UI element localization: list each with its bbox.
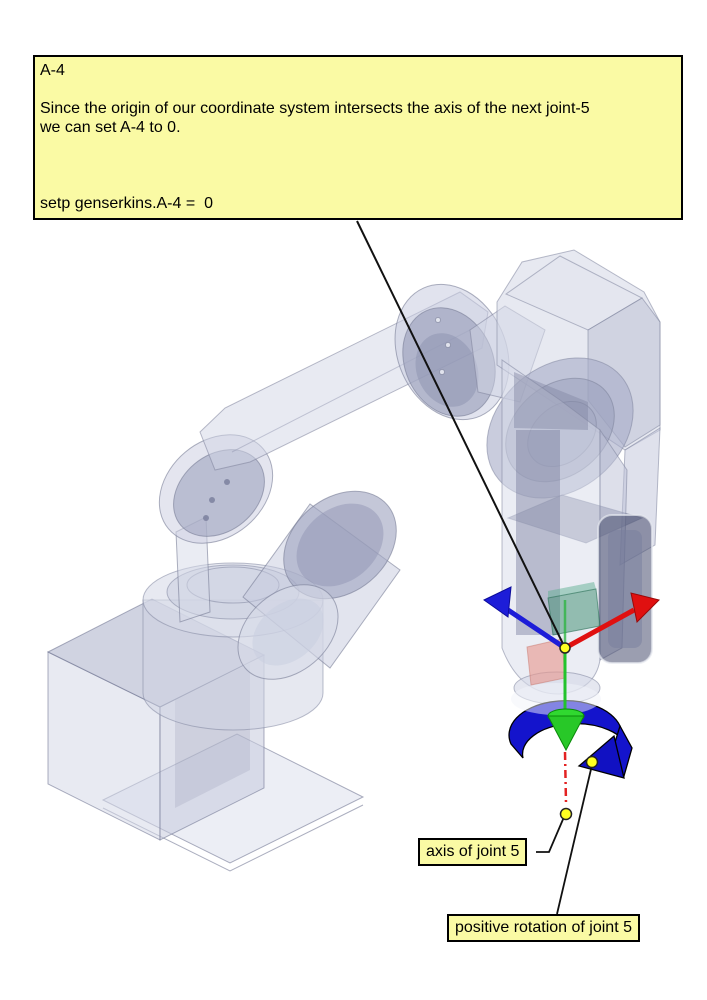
positive-rotation-label: positive rotation of joint 5 <box>447 914 640 942</box>
callout-body <box>40 99 670 137</box>
axis-label-leader-line <box>536 817 564 852</box>
callout-body-line1: Since the origin of our coordinate system intersects the axis of the next joint-5 <box>40 100 590 117</box>
elbow-stud <box>436 318 441 323</box>
elbow-stud <box>440 370 445 375</box>
origin-marker-dot <box>560 643 570 653</box>
rotation-label-leader-line <box>557 765 592 914</box>
joint5-axis-dash-line <box>565 752 566 803</box>
callout-command: setp genserkins.A-4 = 0 <box>40 195 213 212</box>
axis-marker-dot <box>561 809 572 820</box>
flange-bolt <box>209 497 215 503</box>
rotation-marker-dot <box>587 757 598 768</box>
axis-of-joint5-label: axis of joint 5 <box>418 838 527 866</box>
flange-bolt <box>203 515 209 521</box>
y-arrowhead <box>484 587 511 617</box>
wrist-slot-inner <box>608 530 642 648</box>
flange-bolt <box>224 479 230 485</box>
z-arrow-cone <box>548 716 584 750</box>
callout-body-line2: we can set A-4 to 0. <box>40 119 181 136</box>
callout-title: A-4 <box>40 62 65 79</box>
elbow-stud <box>446 343 451 348</box>
callout-box-a4 <box>33 55 683 220</box>
